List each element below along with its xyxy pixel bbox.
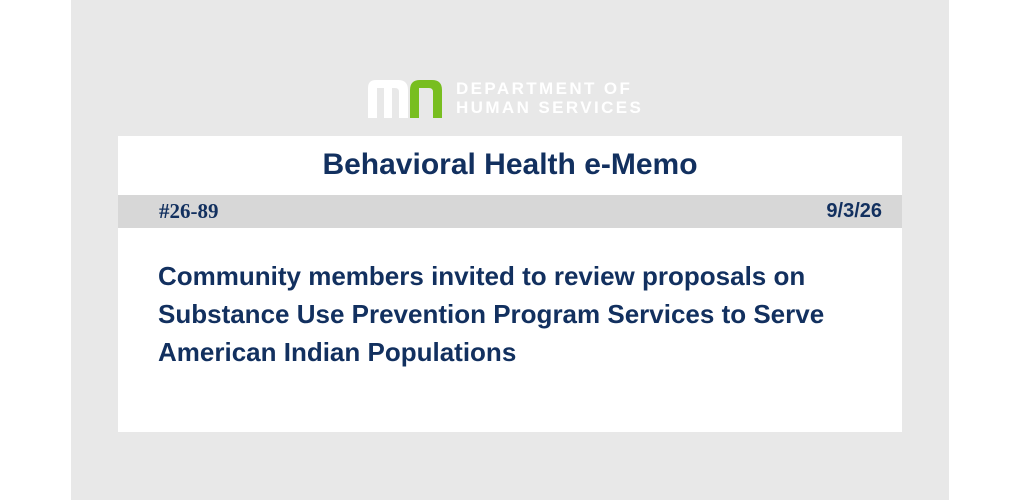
memo-date: 9/3/26 bbox=[826, 200, 882, 222]
memo-card bbox=[118, 136, 902, 432]
memo-number: #26-89 bbox=[159, 199, 219, 223]
memo-title: Behavioral Health e-Memo bbox=[322, 148, 698, 181]
dhs-logo bbox=[368, 73, 668, 121]
minnesota-logo-icon bbox=[368, 78, 442, 118]
logo-line-2: HUMAN SERVICES bbox=[456, 98, 644, 117]
memo-headline: Community members invited to review proposals on Substance Use Prevention Program Services to Serve American Indian Populations bbox=[158, 261, 825, 367]
memo-banner bbox=[71, 0, 949, 500]
logo-line-1: DEPARTMENT OF bbox=[456, 79, 633, 98]
logo-wordmark bbox=[456, 79, 643, 117]
memo-meta-bar bbox=[118, 195, 902, 228]
